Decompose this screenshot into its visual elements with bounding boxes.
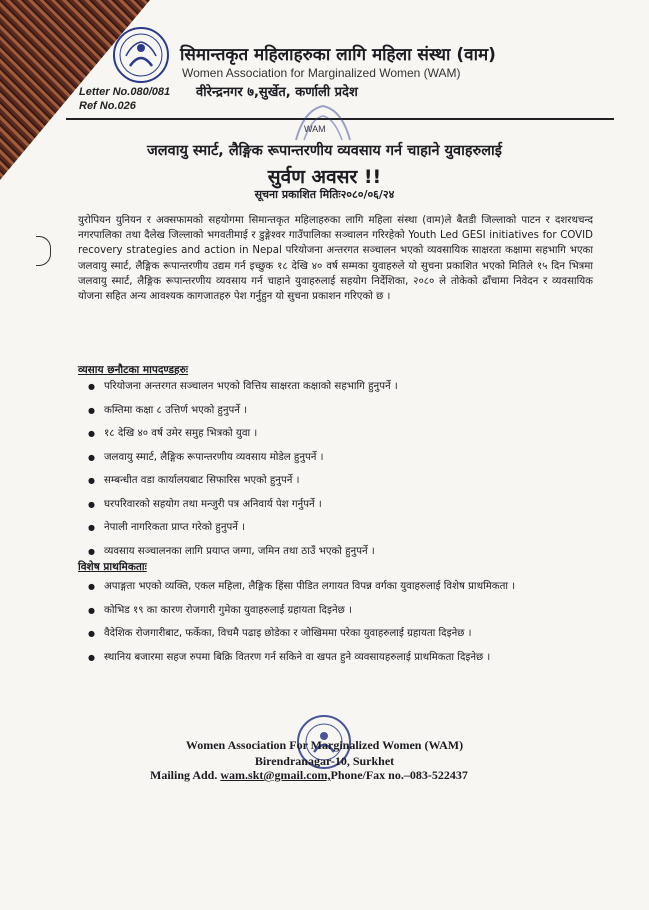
margin-bracket-mark	[36, 236, 51, 266]
notice-body	[78, 213, 593, 304]
notice-headline: जलवायु स्मार्ट, लैङ्गिक रूपान्तरणीय व्यवसाय गर्न चाहाने युवाहरुलाई	[147, 143, 502, 159]
email-link[interactable]: wam.skt@gmail.com,	[220, 768, 331, 782]
hands-emblem-icon	[290, 100, 356, 144]
phone-fax: Phone/Fax no.–083-522437	[330, 768, 468, 782]
priority-heading: विशेष प्राथमिकताः	[78, 561, 147, 573]
list-item: ● अपाङ्गता भएको व्यक्ति, एकल महिला, लैङ्गिक हिंसा पीडित लगायत विपन्न वर्गका युवाहरुलाई विशेष प्राथमिकता ।	[88, 580, 588, 595]
list-item: ● घरपरिवारको सहयोग तथा मन्जुरी पत्र अनिवार्य पेश गर्नुपर्ने ।	[88, 498, 588, 513]
criteria-heading: व्यसाय छनौटका मापदण्डहरुः	[78, 364, 189, 376]
footer-contact	[150, 768, 468, 783]
list-item: ● व्यवसाय सञ्चालनका लागि प्रयाप्त जग्गा, जमिन तथा ठाउँ भएको हुनुपर्ने ।	[88, 545, 588, 560]
org-name-english: Women Association for Marginalized Women (WAM)	[182, 66, 461, 80]
publish-date: सूचना प्रकाशित मितिः२०८०/०६/२४	[254, 188, 395, 201]
notice-subheadline: सुर्वण अवसर !!	[267, 166, 382, 188]
wam-logo	[112, 26, 170, 84]
emblem-label: WAM	[304, 124, 326, 134]
list-item: ● सम्बन्धीत वडा कार्यालयबाट सिफारिस भएको हुनुपर्ने ।	[88, 474, 588, 489]
list-item: ● जलवायु स्मार्ट, लैङ्गिक रूपान्तरणीय व्यवसाय मोडेल हुनुपर्ने ।	[88, 451, 588, 466]
list-item: ● १८ देखि ४० वर्ष उमेर समुह भित्रको युवा ।	[88, 427, 588, 442]
list-item: ● कम्तिमा कक्षा ८ उत्तिर्ण भएको हुनुपर्ने ।	[88, 404, 588, 419]
footer-org-name: Women Association For Marginalized Women (WAM)	[185, 738, 464, 752]
body-paragraph: युरोपियन युनियन र अक्सफामको सहयोगमा सिमान्तकृत महिलाहरुका लागि महिला संस्था (वाम)ले बैतडी जिल्लाको पाटन र दशरथचन्द नगरपालिका तथा दैलेख जिल्लाको भगवतीमाई र डुङ्गेश्वर गाउँपालिका सञ्चालन गरिरहेको Youth Led GESI initiatives for COVID recovery strategies and action in Nepal परियोजना अन्तरगत सञ्चालन भएको व्यवसायिक साक्षरता कक्षामा सहभागि भएका जलवायु स्मार्ट, लैङ्गिक रूपान्तरणीय उद्यम गर्न इच्छुक १८ देखि ४० वर्ष सम्मका युवाहरुले यो सुचना प्रकाशित भएको मितिले १५ दिन भित्रमा जलवायु स्मार्ट, लैङ्गिक रूपान्तरणीय व्यवसाय गर्न चाहाने युवाहरुलाई सहयोग निर्देशिका, २०८० ले तोकेको ढाँचामा निवेदन र व्यवसायिक योजना सहित अन्य आवश्यक कागजातहरु पेश गर्नुहुन यो सुचना प्रकाशन गरिएको छ ।	[78, 215, 593, 303]
org-name-nepali: सिमान्तकृत महिलाहरुका लागि महिला संस्था (वाम)	[180, 45, 496, 65]
list-item: ● नेपाली नागरिकता प्राप्त गरेको हुनुपर्ने ।	[88, 521, 588, 536]
list-item: ● परियोजना अन्तरगत सञ्चालन भएको वित्तिय साक्षरता कक्षाको सहभागि हुनुपर्ने ।	[88, 380, 588, 395]
footer-address: Birendranagar-10, Surkhet	[254, 754, 395, 768]
reference-number: Ref No.026	[79, 100, 136, 112]
priority-list	[88, 580, 588, 665]
org-address-nepali: वीरेन्द्रनगर ७,सुर्खेत, कर्णाली प्रदेश	[196, 85, 358, 100]
criteria-list	[88, 380, 588, 559]
letter-number: Letter No.080/081	[79, 86, 171, 98]
list-item: ● स्थानिय बजारमा सहज रुपमा बिक्रि वितरण गर्न सकिने वा खपत हुने व्यवसायहरुलाई प्राथमिकता दिइनेछ ।	[88, 651, 588, 666]
list-item: ● कोभिड १९ का कारण रोजगारी गुमेका युवाहरुलाई ग्रहायता दिइनेछ ।	[88, 604, 588, 619]
mailing-label: Mailing Add.	[150, 768, 218, 782]
list-item: ● वैदेशिक रोजगारीबाट, फर्केका, विचमै पढाइ छोडेका र जोखिममा परेका युवाहरुलाई ग्रहायता दिइनेछ ।	[88, 627, 588, 642]
